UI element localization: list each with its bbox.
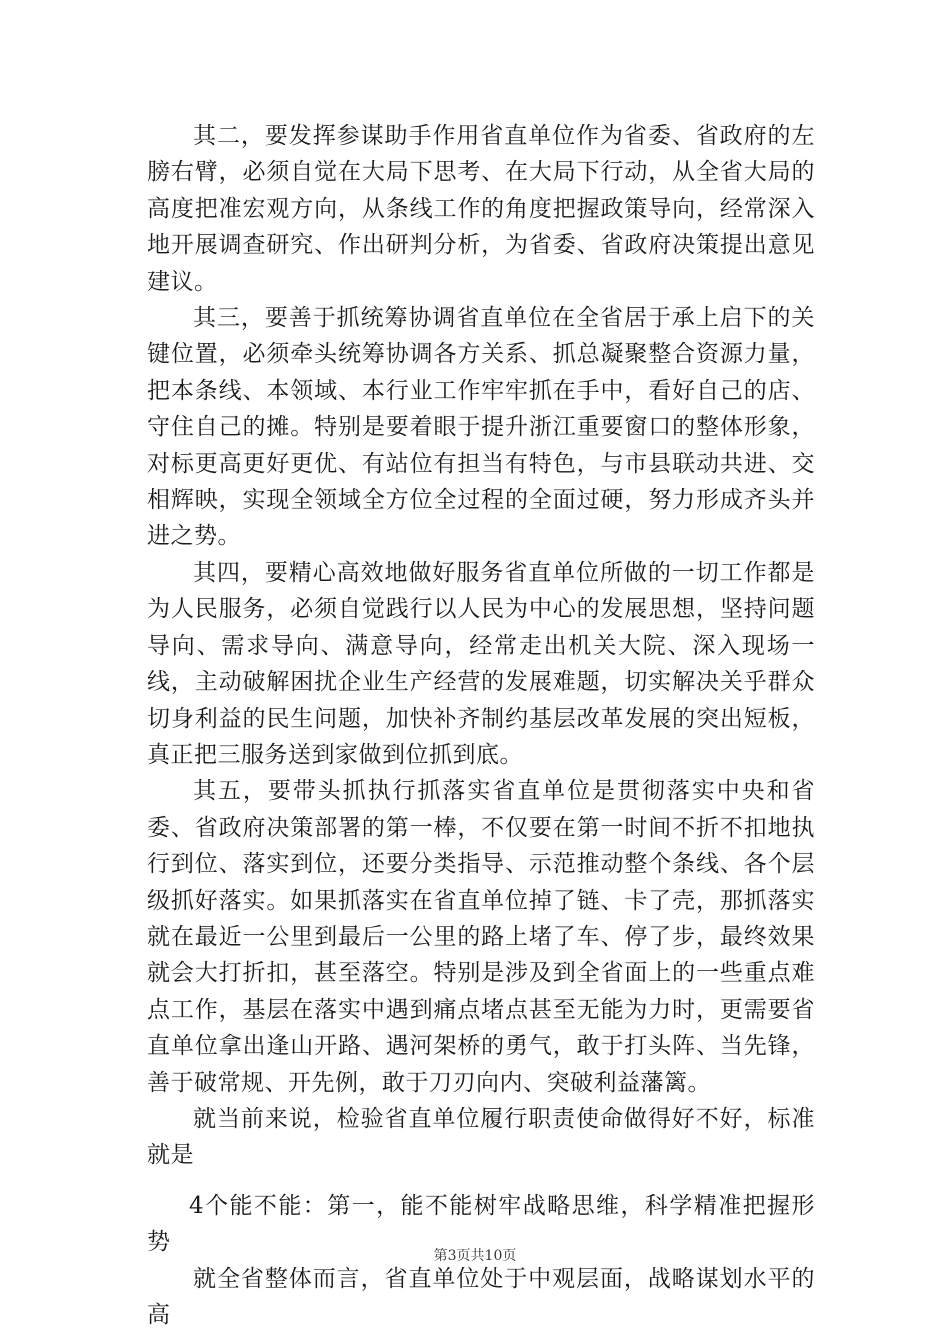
paragraph-fourth: 其四，要精心高效地做好服务省直单位所做的一切工作都是为人民服务，必须自觉践行以人民为中心的发展思想，坚持问题导向、需求导向、满意导向，经常走出机关大院、深入现场一线，主动破解困扰企业生产经营的发展难题，切实解决关乎群众切身利益的民生问题，加快补齐制约基层改革发展的突出短板，真正把三服务送到家做到位抓到底。 (147, 559, 815, 768)
page-number-footer: 第3页共10页 (433, 1248, 517, 1264)
paragraph-overall-view: 就全省整体而言，省直单位处于中观层面，战略谋划水平的高 (147, 1265, 815, 1328)
paragraph-second: 其二，要发挥参谋助手作用省直单位作为省委、省政府的左膀右臂，必须自觉在大局下思考、在大局下行动，从全省大局的高度把准宏观方向，从条线工作的角度把握政策导向，经常深入地开展调查研究、作出研判分析，为省委、省政府决策提出意见建议。 (147, 123, 815, 295)
paragraph-four-questions: 4个能不能：第一，能不能树牢战略思维，科学精准把握形势 (147, 1192, 815, 1256)
paragraph-third: 其三，要善于抓统筹协调省直单位在全省居于承上启下的关键位置，必须牵头统筹协调各方关系、抓总凝聚整合资源力量，把本条线、本领域、本行业工作牢牢抓在手中，看好自己的店、守住自己的摊。特别是要着眼于提升浙江重要窗口的整体形象，对标更高更好更优、有站位有担当有特色，与市县联动共进、交相辉映，实现全领域全方位全过程的全面过硬，努力形成齐头并进之势。 (147, 305, 815, 550)
paragraph-fifth: 其五，要带头抓执行抓落实省直单位是贯彻落实中央和省委、省政府决策部署的第一棒，不仅要在第一时间不折不扣地执行到位、落实到位，还要分类指导、示范推动整个条线、各个层级抓好落实。如果抓落实在省直单位掉了链、卡了壳，那抓落实就在最近一公里到最后一公里的路上堵了车、停了步，最终效果就会大打折扣，甚至落空。特别是涉及到全省面上的一些重点难点工作，基层在落实中遇到痛点堵点甚至无能为力时，更需要省直单位拿出逢山开路、遇河架桥的勇气，敢于打头阵、当先锋，善于破常规、开先例，敢于刀刃向内、突破利益藩篱。 (147, 778, 815, 1096)
document-body (147, 118, 815, 1333)
paragraph-standard-intro: 就当前来说，检验省直单位履行职责使命做得好不好，标准就是 (147, 1105, 815, 1169)
